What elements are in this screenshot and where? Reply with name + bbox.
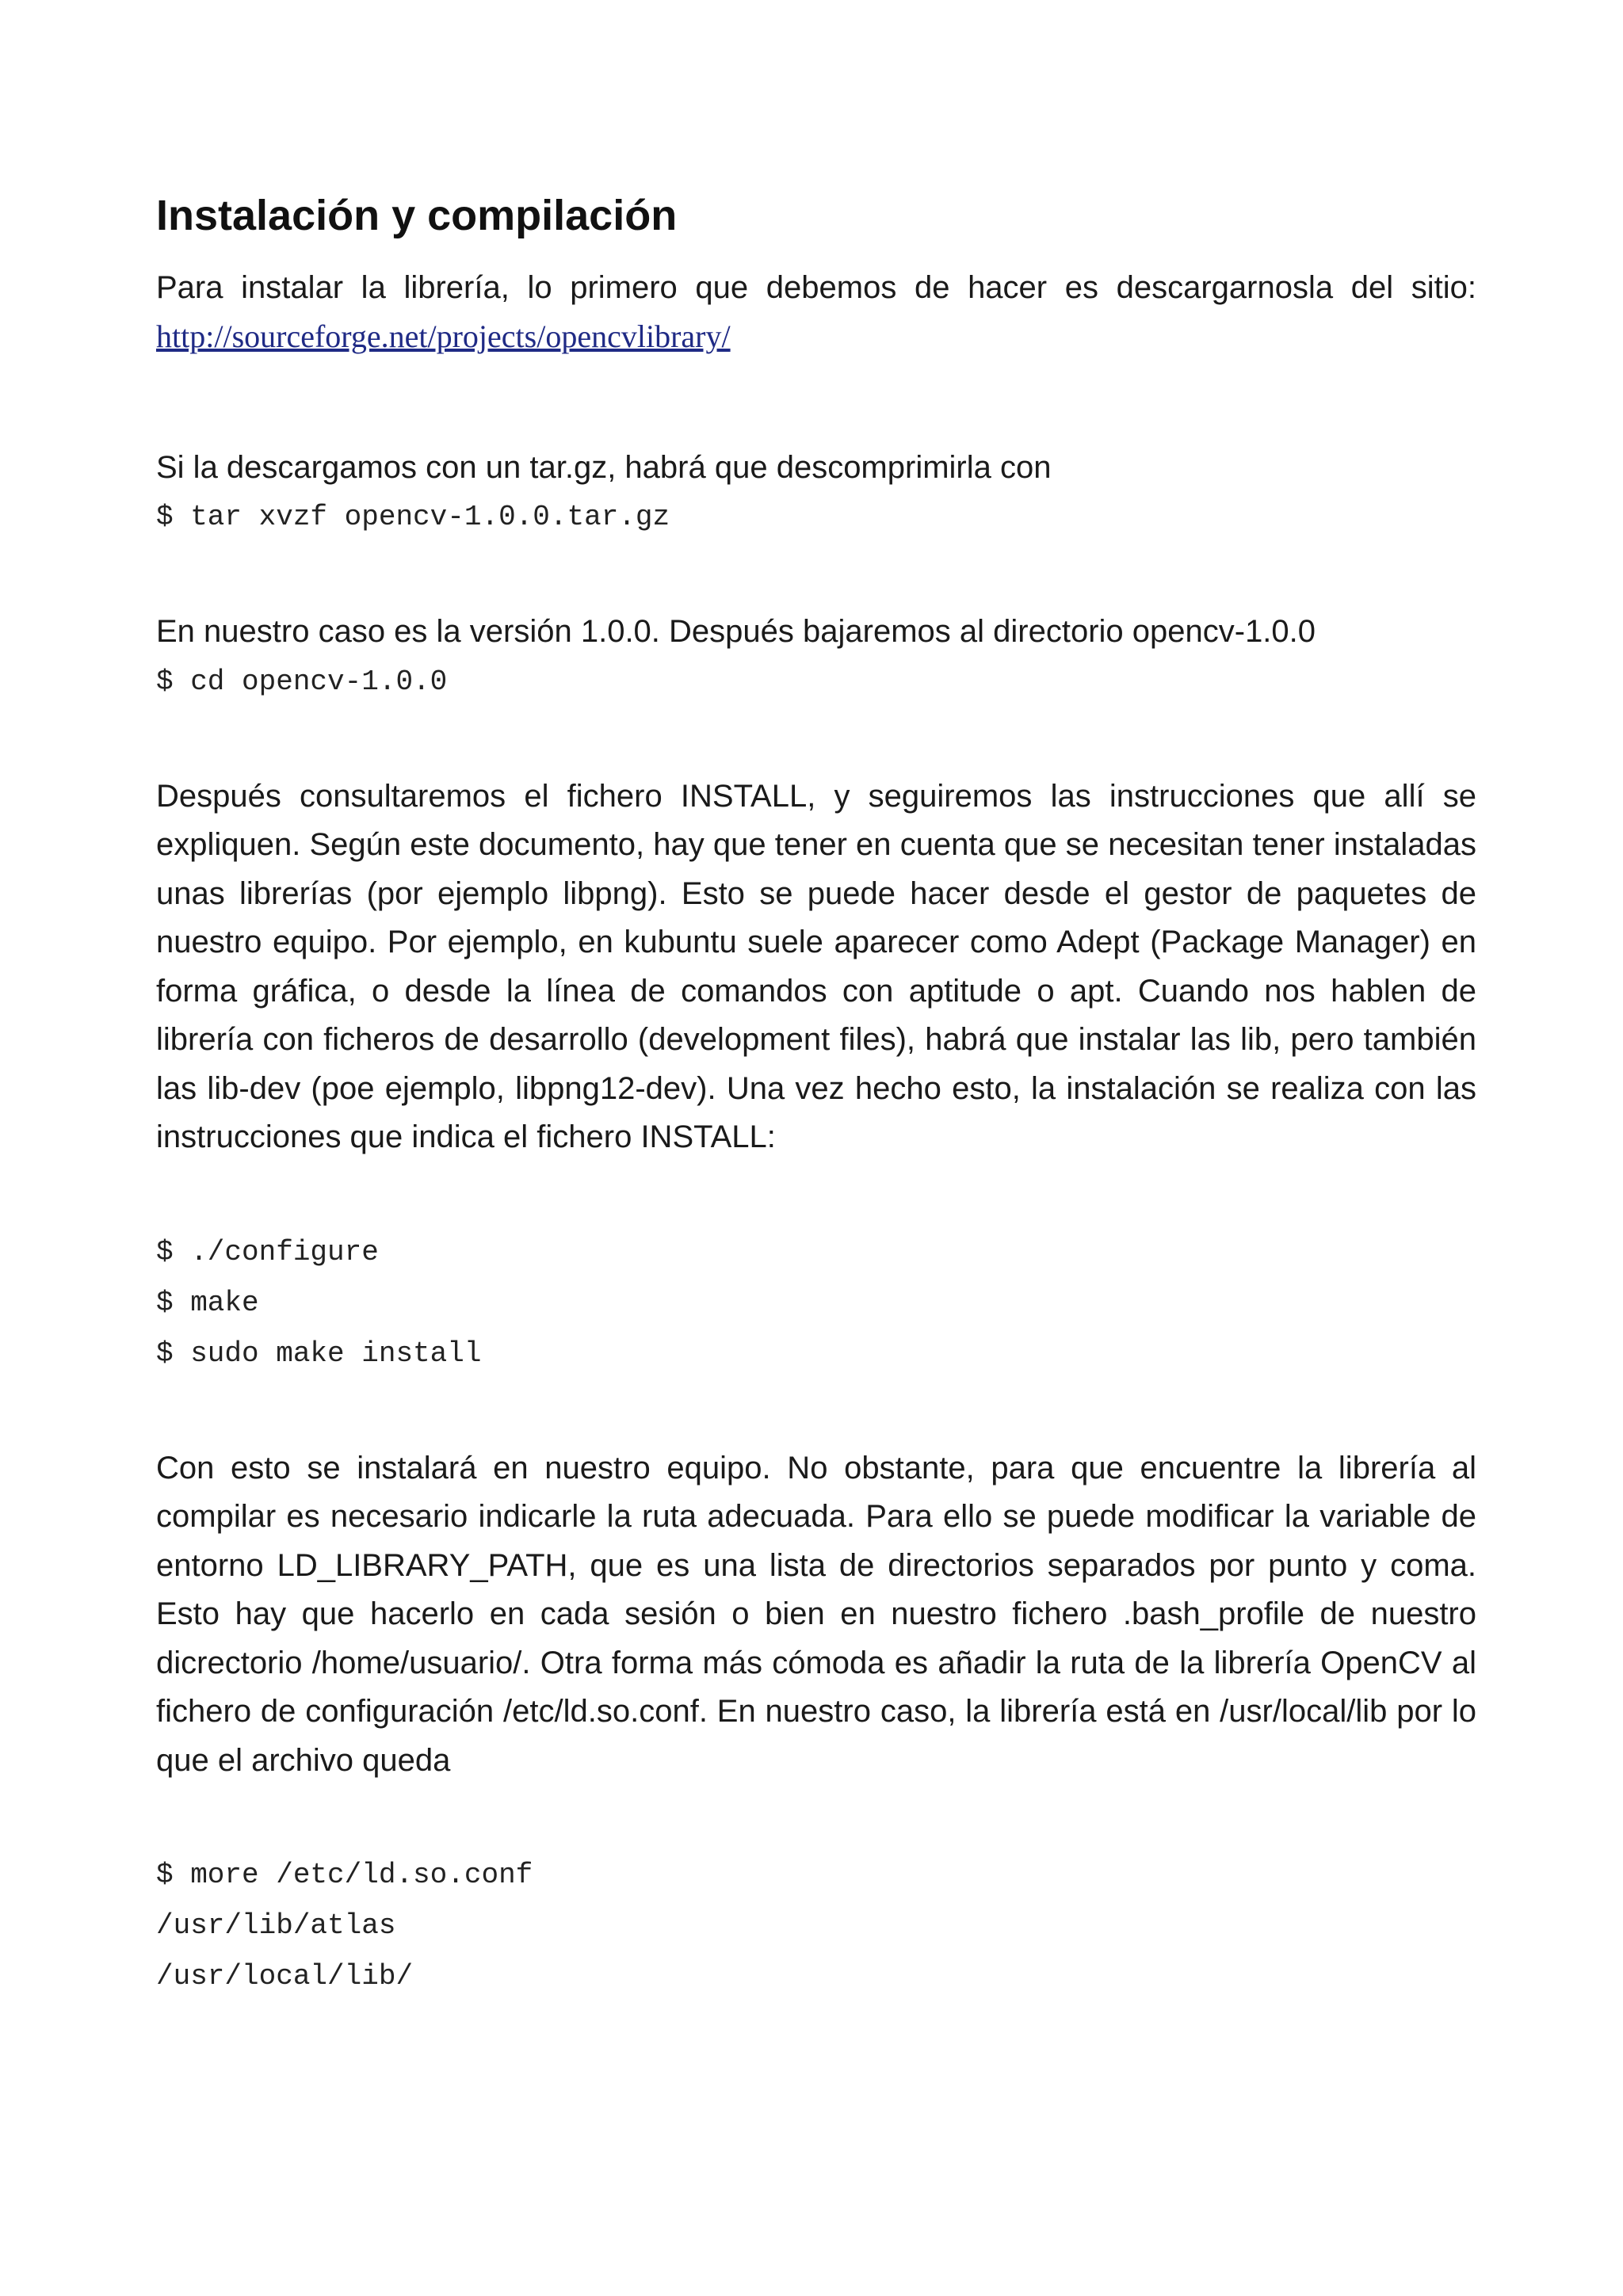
cd-paragraph: En nuestro caso es la versión 1.0.0. Después bajaremos al directorio opencv-1.0.0 (156, 614, 1316, 650)
conf-line-local-lib: /usr/local/lib/ (156, 1960, 414, 1993)
document-page (156, 190, 1476, 2002)
more-conf-command: $ more /etc/ld.so.conf (156, 1859, 533, 1892)
install-paragraph: Después consultaremos el fichero INSTALL, y seguiremos las instrucciones que allí se expliquen. Según este documento, hay que tener en cuenta que se necesitan tener instaladas unas librerías (por ejemplo libpng). Esto se puede hacer desde el gestor de paquetes de nuestro equipo. Por ejemplo, en kubuntu suele aparecer como Adept (Package Manager) en forma gráfica, o desde la línea de comandos con aptitude o apt. Cuando nos hablen de librería con ficheros de desarrollo (development files), habrá que instalar las lib, pero también las lib-dev (poe ejemplo, libpng12-dev). Una vez hecho esto, la instalación se realiza con las instrucciones que indica el fichero INSTALL: (156, 778, 1476, 1155)
spacer (156, 1785, 1476, 1850)
spacer (156, 1379, 1476, 1444)
spacer (156, 362, 1476, 444)
section-title: Instalación y compilación (156, 192, 678, 239)
spacer (156, 543, 1476, 608)
spacer (156, 1162, 1476, 1227)
intro-text: Para instalar la librería, lo primero que debemos de hacer es descargarnosla del sitio: (156, 269, 1476, 305)
tar-paragraph: Si la descargamos con un tar.gz, habrá que descomprimirla con (156, 449, 1052, 485)
conf-line-atlas: /usr/lib/atlas (156, 1909, 396, 1943)
make-install-command: $ sudo make install (156, 1337, 482, 1370)
ldpath-paragraph: Con esto se instalará en nuestro equipo. No obstante, para que encuentre la librería al compilar es necesario indicarle la ruta adecuada. Para ello se puede modificar la variable de entorno LD_LIBRARY_PATH, que es una lista de directorios separados por punto y coma. Esto hay que hacerlo en cada sesión o bien en nuestro fichero .bash_profile de nuestro dicrectorio /home/usuario/. Otra forma más cómoda es añadir la ruta de la librería OpenCV al fichero de configuración /etc/ld.so.conf. En nuestro caso, la librería está en /usr/local/lib por lo que el archivo queda (156, 1450, 1476, 1778)
opencv-download-link[interactable]: http://sourceforge.net/projects/opencvlibrary/ (156, 318, 731, 355)
cd-command: $ cd opencv-1.0.0 (156, 665, 448, 698)
spacer (156, 707, 1476, 772)
tar-command: $ tar xvzf opencv-1.0.0.tar.gz (156, 501, 670, 534)
make-command: $ make (156, 1286, 259, 1319)
intro-paragraph (156, 264, 1476, 362)
configure-command: $ ./configure (156, 1235, 379, 1268)
